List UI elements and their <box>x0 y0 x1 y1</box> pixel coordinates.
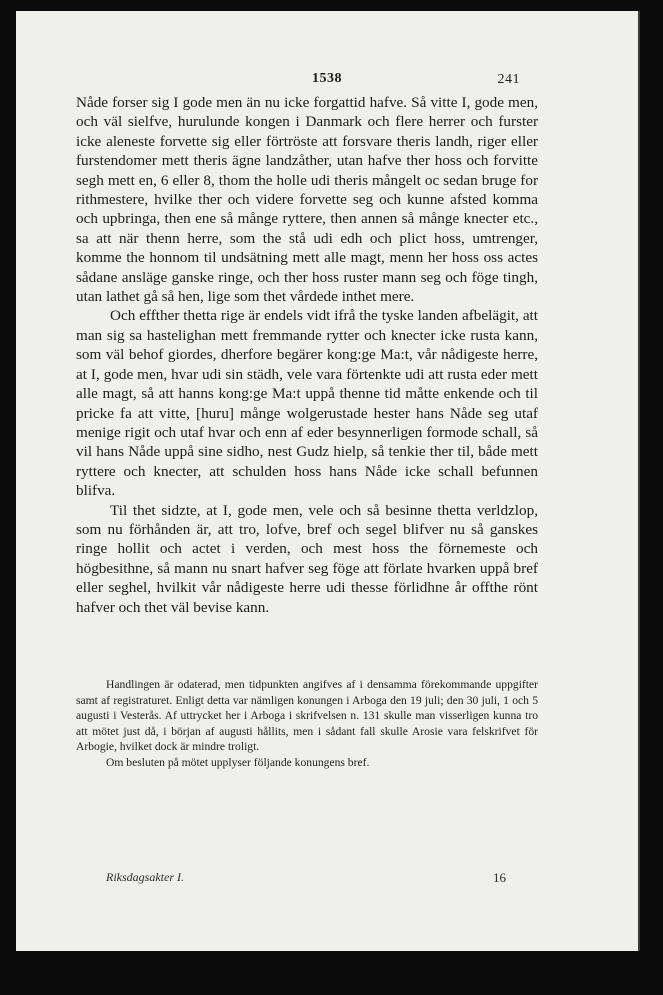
paragraph-2: Och effther thetta rige är endels vidt ifrå the tyske landen afbelägit, att man sig sa hastelighan mett fremmande rytter och knecter icke rusta kann, som väl behof giordes, dherfore begärer kong:ge Ma:t, vår nådigeste herre, at I, gode men, hvar udi sin städh, vele vara förtenkte udi att rusta eder mett alle magt, så att hanns kong:ge Ma:t uppå thenne tid måtte enkende och til pricke fa att vitte, [huru] månge wolgerustade hester hans Nåde seg utaf menige rigit och utaf hvar och enn af eder besynnerligen formode schall, så vil hans Nåde uppå sine sidho, nest Gudz hielp, så tenkie ther til, både mett ryttere och knecter, att schulden hoss hans Nåde icke schall befunnen blifva. <box>76 307 538 500</box>
note-paragraph-2: Om besluten på mötet upplyser följande konungens bref. <box>106 755 370 769</box>
series-title: Riksdagsakter I. <box>106 870 184 884</box>
note-paragraph-1: Handlingen är odaterad, men tidpunkten angifves af i densamma förekommande uppgifter samt af registraturet. Enligt detta var nämligen konungen i Arboga den 19 juli; den 30 juli, 1 och 5 augusti i Vesterås. Af uttrycket her i Arboga i skrifvelsen n. 131 skulle man visserligen kunna tro att mötet just då, i början af augusti hållits, men i sådant fall skulle Arosie vara felskrifvet för Arbogie, hvilket dock är mindre troligt. <box>76 678 538 753</box>
editorial-note <box>76 677 538 770</box>
sheet-number: 16 <box>493 870 506 885</box>
header-year: 1538 <box>312 71 342 86</box>
page-footer <box>16 870 638 890</box>
paragraph-1: Nåde forser sig I gode men än nu icke forgattid hafve. Så vitte I, gode men, och väl sielfve, hurulunde kongen i Danmark och flere herrer och furster icke aleneste forvette sig eller förtröste att forsvare theris landh, riger eller furstendomer mett theris ägne landzåther, utan hafve ther hoss och forvitte segh mett en, 6 eller 8, thom the holle udi theris mångelt oc sedan bruge for rithmestere, hvilke ther och videre forvette seg och kunne afsted komma och upbringa, then ene så månge ryttere, then annen så månge knecter etc., sa att när thenn herre, som the stå udi edh och plict hoss, umtrenger, komme the honnom til undsätning mett alle magt, menn her hoss oss actes sådane ansläge ganske ringe, och ther hoss ruster mann seg och föge tingh, utan lathet gå så hen, lige som thet vårdede inthet mere. <box>76 94 538 306</box>
main-text <box>76 93 538 617</box>
page-header <box>16 71 638 91</box>
book-page <box>16 11 640 951</box>
page-number: 241 <box>497 72 520 87</box>
paragraph-3: Til thet sidzte, at I, gode men, vele och så besinne thetta verldzlop, som nu förhånden är, att tro, lofve, bref och segel blifver nu så ganskes ringe hollit och actet i verden, och mest hoss the förnemeste och högbesithne, så mann nu snart hafver seg föge att förlate hvarken uppå bref eller seghel, hvilkit vår nådigeste herre udi thesse förlidhne år offthe rönt hafver och thet väl bevise kann. <box>76 501 538 616</box>
